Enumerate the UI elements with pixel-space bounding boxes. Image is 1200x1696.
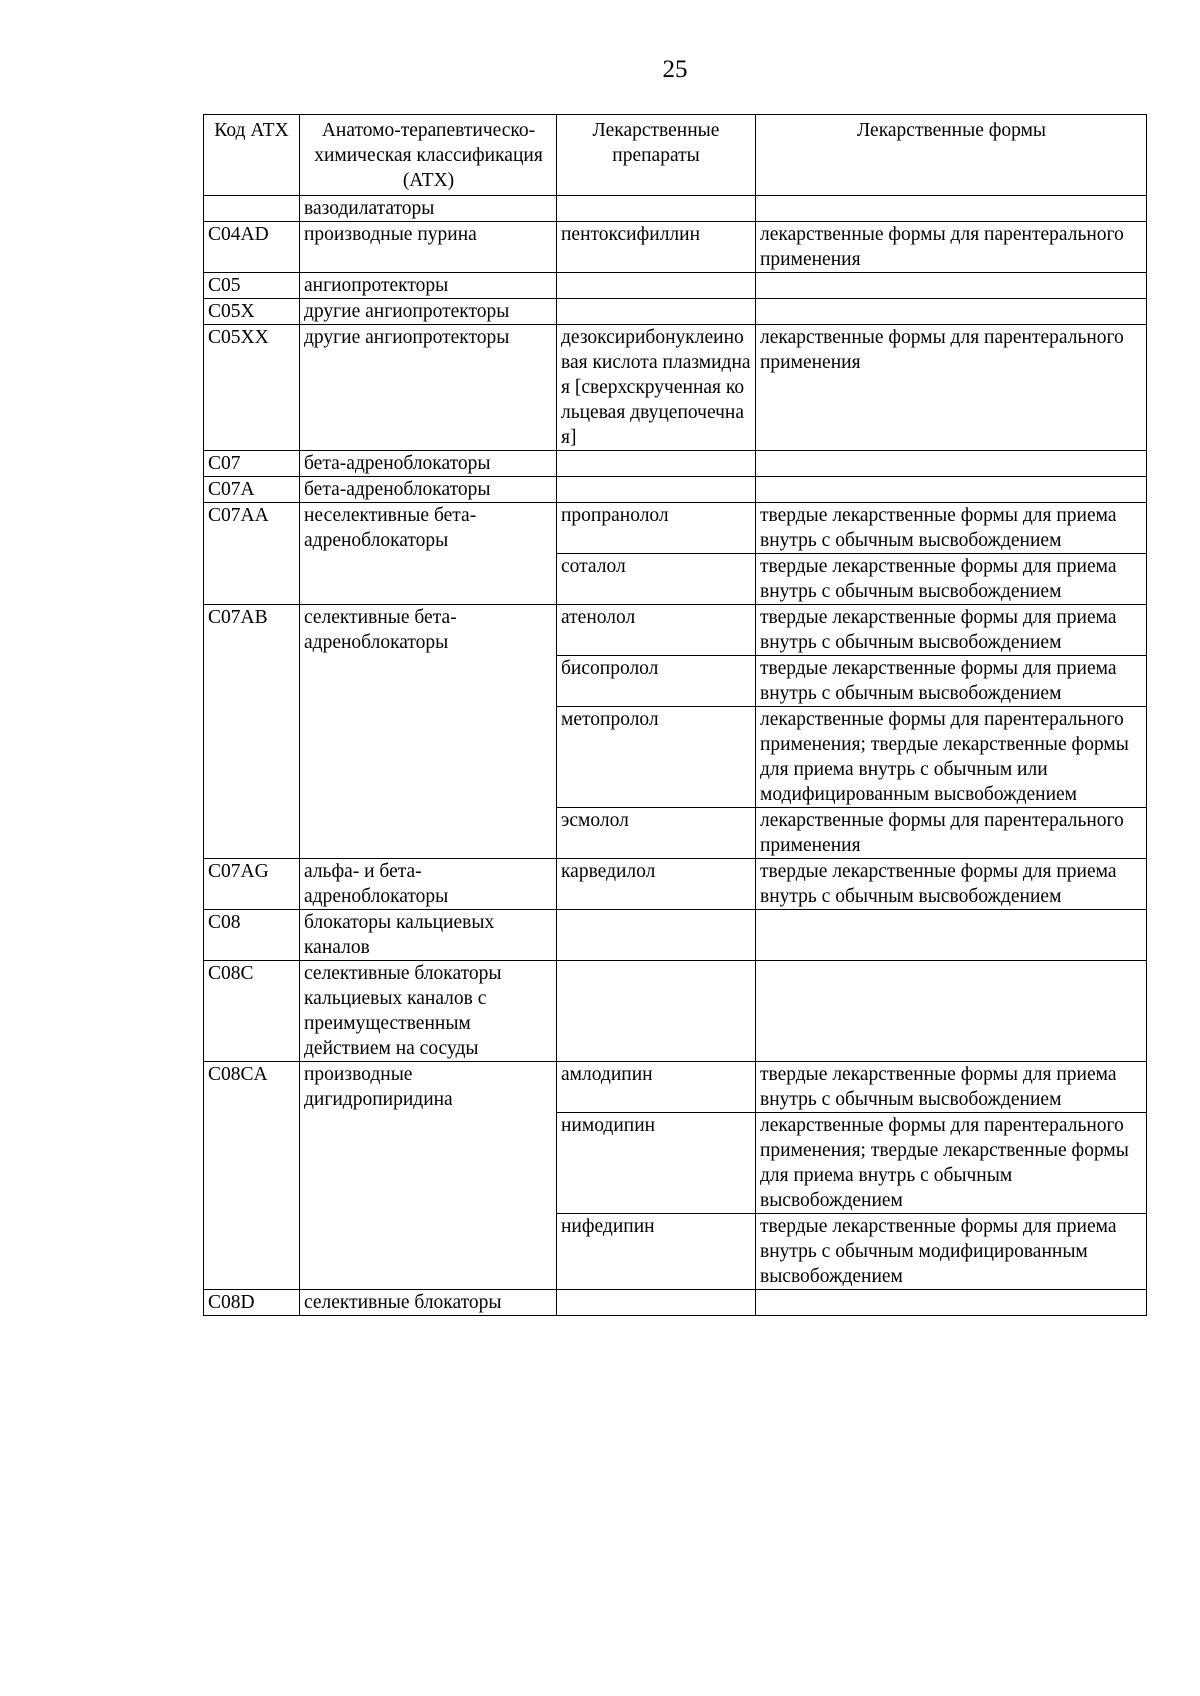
table-row [204, 196, 1147, 222]
classification-cell: селективные бета-адреноблокаторы [300, 605, 557, 859]
table-row [204, 222, 1147, 273]
table-row [204, 1290, 1147, 1316]
drug-cell: соталол [557, 554, 756, 605]
drug-cell [557, 1290, 756, 1316]
drug-cell: атенолол [557, 605, 756, 656]
form-cell: лекарственные формы для парентерального применения [756, 808, 1147, 859]
page-number: 25 [662, 56, 688, 83]
classification-cell: другие ангиопротекторы [300, 299, 557, 325]
drug-cell [557, 196, 756, 222]
header-forms: Лекарственные формы [756, 115, 1147, 196]
drug-cell [557, 477, 756, 503]
form-cell: твердые лекарственные формы для приема внутрь с обычным модифицированным высвобождением [756, 1214, 1147, 1290]
form-cell [756, 196, 1147, 222]
form-cell: твердые лекарственные формы для приема внутрь с обычным высвобождением [756, 1062, 1147, 1113]
table-row [204, 503, 1147, 554]
code-cell: C05X [204, 299, 300, 325]
classification-cell: селективные блокаторы [300, 1290, 557, 1316]
code-cell: C08CA [204, 1062, 300, 1290]
code-cell: C05XX [204, 325, 300, 451]
table-row [204, 859, 1147, 910]
code-cell: C07 [204, 451, 300, 477]
table-row [204, 961, 1147, 1062]
form-cell: твердые лекарственные формы для приема внутрь с обычным высвобождением [756, 605, 1147, 656]
classification-cell: альфа- и бета-адреноблокаторы [300, 859, 557, 910]
drug-cell [557, 910, 756, 961]
form-cell: твердые лекарственные формы для приема внутрь с обычным высвобождением [756, 859, 1147, 910]
drug-cell: нифедипин [557, 1214, 756, 1290]
form-cell: лекарственные формы для парентерального применения; твердые лекарственные формы для приема внутрь с обычным высвобождением [756, 1113, 1147, 1214]
code-cell: C04AD [204, 222, 300, 273]
table-row [204, 451, 1147, 477]
drug-cell [557, 451, 756, 477]
drug-cell [557, 961, 756, 1062]
form-cell: твердые лекарственные формы для приема внутрь с обычным высвобождением [756, 554, 1147, 605]
classification-cell: селективные блокаторы кальциевых каналов с преимущественным действием на сосуды [300, 961, 557, 1062]
code-cell: C07AB [204, 605, 300, 859]
drug-cell: пропранолол [557, 503, 756, 554]
table-row [204, 325, 1147, 451]
classification-cell: неселективные бета-адреноблокаторы [300, 503, 557, 605]
drug-cell: амлодипин [557, 1062, 756, 1113]
classification-cell: бета-адреноблокаторы [300, 451, 557, 477]
code-cell: C05 [204, 273, 300, 299]
drug-cell [557, 273, 756, 299]
form-cell: твердые лекарственные формы для приема внутрь с обычным высвобождением [756, 656, 1147, 707]
form-cell: лекарственные формы для парентерального применения [756, 222, 1147, 273]
drug-cell [557, 299, 756, 325]
classification-cell: ангиопротекторы [300, 273, 557, 299]
classification-cell: вазодилататоры [300, 196, 557, 222]
code-cell: C07AG [204, 859, 300, 910]
code-cell [204, 196, 300, 222]
form-cell [756, 273, 1147, 299]
table-row [204, 299, 1147, 325]
form-cell: лекарственные формы для парентерального применения [756, 325, 1147, 451]
drug-cell: бисопролол [557, 656, 756, 707]
classification-cell: производные пурина [300, 222, 557, 273]
code-cell: C08D [204, 1290, 300, 1316]
code-cell: C08C [204, 961, 300, 1062]
form-cell [756, 477, 1147, 503]
classification-cell: бета-адреноблокаторы [300, 477, 557, 503]
form-cell [756, 451, 1147, 477]
table-row [204, 273, 1147, 299]
classification-cell: блокаторы кальциевых каналов [300, 910, 557, 961]
table-row [204, 605, 1147, 656]
form-cell [756, 961, 1147, 1062]
form-cell [756, 910, 1147, 961]
form-cell: лекарственные формы для парентерального применения; твердые лекарственные формы для приема внутрь с обычным или модифицированным высвобождением [756, 707, 1147, 808]
drug-cell: дезоксирибонуклеиновая кислота плазмидная [сверхскрученная кольцевая двуцепочечная] [557, 325, 756, 451]
header-code: Код АТХ [204, 115, 300, 196]
drug-cell: пентоксифиллин [557, 222, 756, 273]
header-classification: Анатомо-терапевтическо-химическая классификация (АТХ) [300, 115, 557, 196]
code-cell: C07A [204, 477, 300, 503]
table-row [204, 477, 1147, 503]
form-cell: твердые лекарственные формы для приема внутрь с обычным высвобождением [756, 503, 1147, 554]
table-row [204, 1062, 1147, 1113]
code-cell: C08 [204, 910, 300, 961]
header-drugs: Лекарственные препараты [557, 115, 756, 196]
code-cell: C07AA [204, 503, 300, 605]
atx-table [203, 114, 1147, 1316]
table-row [204, 910, 1147, 961]
classification-cell: другие ангиопротекторы [300, 325, 557, 451]
form-cell [756, 299, 1147, 325]
drug-cell: метопролол [557, 707, 756, 808]
classification-cell: производные дигидропиридина [300, 1062, 557, 1290]
form-cell [756, 1290, 1147, 1316]
table-header-row [204, 115, 1147, 196]
drug-cell: эсмолол [557, 808, 756, 859]
drug-cell: карведилол [557, 859, 756, 910]
drug-cell: нимодипин [557, 1113, 756, 1214]
